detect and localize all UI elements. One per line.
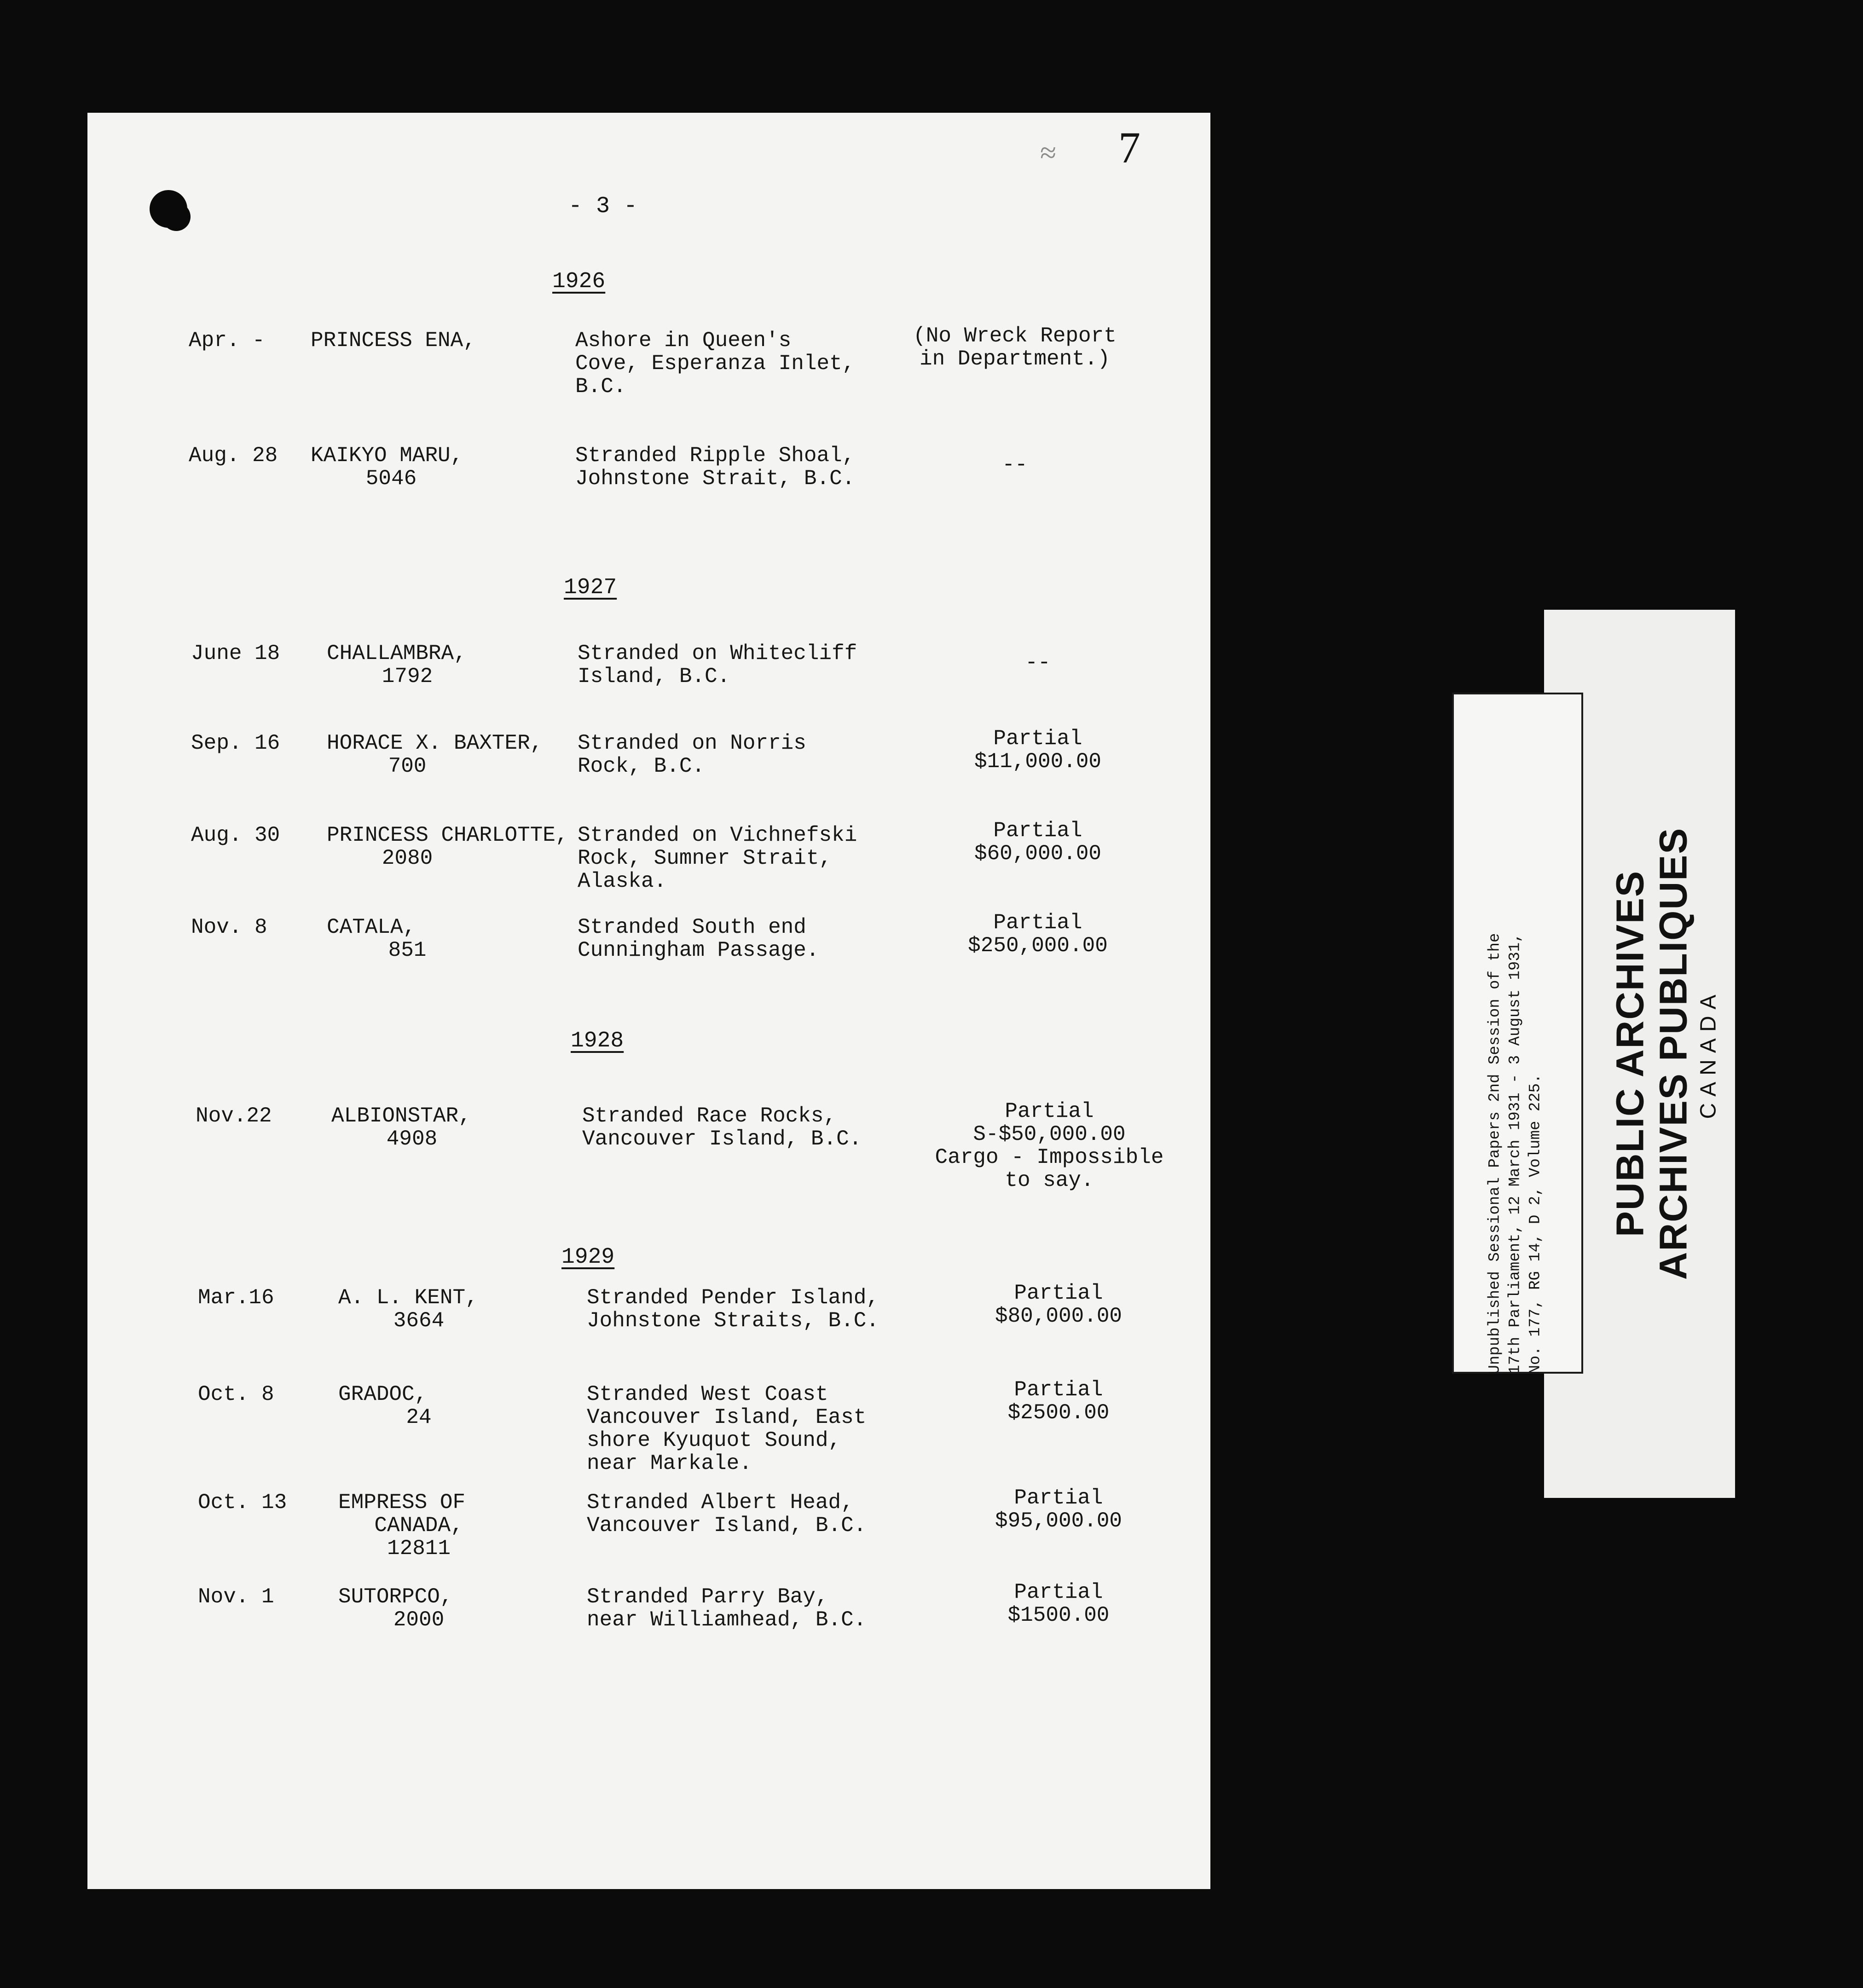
entry-vessel: HORACE X. BAXTER,	[327, 731, 543, 755]
entry-damage: Partial	[1005, 1099, 1094, 1123]
entry-description: shore Kyuquot Sound,	[587, 1428, 841, 1452]
entry-description: Johnstone Strait, B.C.	[575, 467, 855, 491]
entry-date: Nov.22	[196, 1104, 272, 1128]
entry-description: Vancouver Island, B.C.	[582, 1127, 862, 1151]
entry-damage: Partial	[993, 727, 1082, 751]
citation-line: 17th Parliament, 12 March 1931 - 3 August 1931,	[1506, 933, 1524, 1375]
entry-damage: Partial	[1014, 1580, 1103, 1604]
entry-vessel: PRINCESS CHARLOTTE,	[327, 823, 568, 847]
entry-vessel-tonnage: 3664	[393, 1309, 445, 1333]
entry-vessel-tonnage: 1792	[382, 665, 433, 688]
smudge-mark: ≈	[1040, 136, 1057, 169]
entry-vessel: SUTORPCO,	[338, 1585, 453, 1609]
entry-description: Johnstone Straits, B.C.	[587, 1309, 879, 1333]
entry-damage: $11,000.00	[974, 750, 1102, 774]
entry-damage: $250,000.00	[968, 934, 1108, 958]
entry-description: B.C.	[575, 375, 626, 399]
page-number: - 3 -	[568, 193, 638, 220]
citation-line: No. 177, RG 14, D 2, Volume 225.	[1527, 1074, 1545, 1375]
entry-vessel: CHALLAMBRA,	[327, 641, 467, 665]
stamp-line-archives-publiques: ARCHIVES PUBLIQUES	[1651, 827, 1695, 1280]
entry-damage: Partial	[1014, 1378, 1103, 1402]
year-heading: 1926	[552, 269, 606, 294]
entry-vessel-tonnage: 2080	[382, 846, 433, 870]
year-heading: 1929	[561, 1245, 615, 1270]
entry-description: Stranded on Vichnefski	[578, 823, 857, 847]
entry-vessel-tonnage: CANADA,	[374, 1514, 463, 1537]
entry-date: Aug. 28	[189, 444, 278, 468]
entry-damage: Cargo - Impossible	[935, 1145, 1164, 1169]
entry-vessel-tonnage: 12811	[387, 1537, 451, 1560]
entry-damage: --	[1025, 651, 1051, 675]
entry-description: Vancouver Island, B.C.	[587, 1514, 867, 1537]
entry-damage: Partial	[993, 911, 1082, 935]
entry-date: Oct. 13	[198, 1491, 287, 1514]
entry-description: Cove, Esperanza Inlet,	[575, 352, 855, 376]
entry-description: near Williamhead, B.C.	[587, 1608, 867, 1632]
entry-description: Vancouver Island, East	[587, 1405, 867, 1429]
entry-date: June 18	[191, 641, 280, 665]
entry-vessel-tonnage: 4908	[386, 1127, 438, 1151]
entry-damage: to say.	[1005, 1168, 1094, 1192]
entry-description: near Markale.	[587, 1451, 752, 1475]
entry-description: Stranded Parry Bay,	[587, 1585, 828, 1609]
entry-damage: $80,000.00	[995, 1304, 1122, 1328]
citation-line: Unpublished Sessional Papers 2nd Session of the	[1486, 933, 1504, 1375]
entry-description: Rock, B.C.	[578, 754, 705, 778]
entry-vessel-tonnage: 24	[406, 1405, 432, 1429]
entry-damage: (No Wreck Report	[913, 324, 1117, 348]
document-page	[87, 113, 1210, 1889]
entry-description: Stranded Pender Island,	[587, 1286, 879, 1310]
entry-vessel-tonnage: 5046	[365, 467, 417, 491]
entry-damage: Partial	[1014, 1486, 1103, 1510]
entry-description: Stranded South end	[578, 915, 806, 939]
entry-description: Stranded Race Rocks,	[582, 1104, 837, 1128]
entry-description: Island, B.C.	[578, 665, 730, 688]
corner-mark: 7	[1118, 123, 1140, 172]
year-heading: 1928	[571, 1029, 624, 1053]
entry-description: Ashore in Queen's	[575, 329, 792, 353]
entry-description: Rock, Sumner Strait,	[578, 846, 832, 870]
entry-date: Apr. -	[189, 329, 265, 353]
entry-vessel-tonnage: 700	[388, 754, 427, 778]
entry-damage: Partial	[1014, 1281, 1103, 1305]
entry-vessel: GRADOC,	[338, 1382, 428, 1406]
entry-damage: --	[1002, 453, 1028, 477]
entry-date: Aug. 30	[191, 823, 280, 847]
entry-damage: Partial	[993, 819, 1082, 843]
entry-vessel-tonnage: 2000	[393, 1608, 445, 1632]
entry-vessel: PRINCESS ENA,	[311, 329, 476, 353]
entry-vessel: EMPRESS OF	[338, 1491, 466, 1514]
citation-label	[1452, 693, 1583, 1374]
stamp-line-public-archives: PUBLIC ARCHIVES	[1608, 870, 1652, 1237]
entry-description: Stranded West Coast	[587, 1382, 828, 1406]
year-heading: 1927	[564, 575, 617, 600]
entry-damage: $2500.00	[1007, 1401, 1110, 1425]
entry-damage: S-$50,000.00	[973, 1122, 1126, 1146]
entry-date: Oct. 8	[198, 1382, 274, 1406]
entry-vessel: KAIKYO MARU,	[311, 444, 463, 468]
entry-date: Nov. 1	[198, 1585, 274, 1609]
entry-vessel: CATALA,	[327, 915, 416, 939]
entry-description: Alaska.	[578, 869, 667, 893]
entry-vessel: ALBIONSTAR,	[331, 1104, 471, 1128]
punch-hole	[162, 202, 191, 231]
entry-description: Stranded on Whitecliff	[578, 641, 857, 665]
entry-description: Stranded Albert Head,	[587, 1491, 854, 1514]
entry-damage: $60,000.00	[974, 842, 1102, 866]
entry-damage: $95,000.00	[995, 1509, 1122, 1533]
entry-date: Mar.16	[198, 1286, 274, 1310]
entry-description: Stranded Ripple Shoal,	[575, 444, 855, 468]
entry-damage: in Department.)	[919, 347, 1111, 371]
entry-damage: $1500.00	[1007, 1603, 1110, 1627]
entry-date: Sep. 16	[191, 731, 280, 755]
entry-vessel: A. L. KENT,	[338, 1286, 478, 1310]
stamp-line-canada: CANADA	[1696, 988, 1721, 1119]
entry-vessel-tonnage: 851	[388, 938, 427, 962]
citation-text	[1485, 693, 1547, 1375]
entry-description: Cunningham Passage.	[578, 938, 819, 962]
entry-date: Nov. 8	[191, 915, 267, 939]
entry-description: Stranded on Norris	[578, 731, 806, 755]
